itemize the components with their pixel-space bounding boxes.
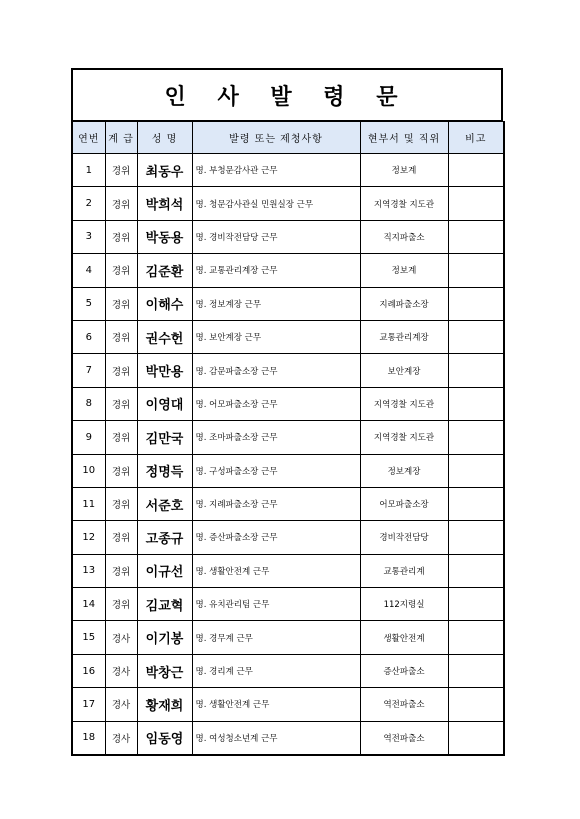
cell-no: 16 [72, 654, 105, 687]
cell-note [448, 354, 504, 387]
cell-grade: 경위 [105, 387, 137, 420]
cell-name: 박희석 [137, 187, 192, 220]
cell-name: 황재희 [137, 688, 192, 721]
cell-grade: 경위 [105, 554, 137, 587]
cell-no: 8 [72, 387, 105, 420]
cell-name: 박동용 [137, 220, 192, 253]
cell-name: 정명득 [137, 454, 192, 487]
table-row [72, 521, 504, 554]
cell-name: 서준호 [137, 487, 192, 520]
cell-order: 명. 생활안전계 근무 [192, 554, 360, 587]
cell-order: 명. 구성파출소장 근무 [192, 454, 360, 487]
cell-dept: 경비작전담당 [360, 521, 448, 554]
cell-no: 3 [72, 220, 105, 253]
cell-order: 명. 경무계 근무 [192, 621, 360, 654]
cell-no: 4 [72, 254, 105, 287]
cell-name: 고종규 [137, 521, 192, 554]
cell-no: 7 [72, 354, 105, 387]
table-row [72, 220, 504, 253]
cell-note [448, 287, 504, 320]
cell-order: 명. 어모파출소장 근무 [192, 387, 360, 420]
cell-dept: 보안계장 [360, 354, 448, 387]
table-row [72, 254, 504, 287]
cell-dept: 지역경찰 지도관 [360, 187, 448, 220]
cell-dept: 직지파출소 [360, 220, 448, 253]
cell-grade: 경사 [105, 654, 137, 687]
cell-dept: 정보계장 [360, 454, 448, 487]
cell-note [448, 621, 504, 654]
cell-grade: 경위 [105, 421, 137, 454]
cell-order: 명. 지례파출소장 근무 [192, 487, 360, 520]
header-name: 성 명 [137, 122, 192, 154]
header-no: 연번 [72, 122, 105, 154]
cell-note [448, 554, 504, 587]
cell-note [448, 254, 504, 287]
cell-name: 이기봉 [137, 621, 192, 654]
cell-grade: 경사 [105, 621, 137, 654]
cell-grade: 경위 [105, 354, 137, 387]
cell-note [448, 154, 504, 187]
cell-note [448, 487, 504, 520]
cell-order: 명. 증산파출소장 근무 [192, 521, 360, 554]
table-row [72, 454, 504, 487]
cell-grade: 경사 [105, 721, 137, 755]
cell-grade: 경위 [105, 220, 137, 253]
cell-name: 이규선 [137, 554, 192, 587]
cell-grade: 경위 [105, 588, 137, 621]
cell-note [448, 387, 504, 420]
cell-dept: 지례파출소장 [360, 287, 448, 320]
cell-name: 박만용 [137, 354, 192, 387]
cell-dept: 지역경찰 지도관 [360, 421, 448, 454]
cell-grade: 경위 [105, 454, 137, 487]
cell-order: 명. 청문감사관실 민원실장 근무 [192, 187, 360, 220]
cell-note [448, 521, 504, 554]
cell-no: 18 [72, 721, 105, 755]
cell-dept: 역전파출소 [360, 721, 448, 755]
table-row [72, 487, 504, 520]
table-row [72, 621, 504, 654]
cell-order: 명. 정보계장 근무 [192, 287, 360, 320]
cell-name: 임동영 [137, 721, 192, 755]
cell-note [448, 454, 504, 487]
cell-order: 명. 여성청소년계 근무 [192, 721, 360, 755]
cell-note [448, 421, 504, 454]
cell-dept: 지역경찰 지도관 [360, 387, 448, 420]
table-row [72, 187, 504, 220]
cell-name: 최동우 [137, 154, 192, 187]
cell-grade: 경사 [105, 688, 137, 721]
cell-no: 9 [72, 421, 105, 454]
personnel-order-document [71, 68, 503, 756]
table-row [72, 320, 504, 353]
cell-dept: 교통관리계장 [360, 320, 448, 353]
table-header-row [72, 122, 504, 154]
cell-no: 5 [72, 287, 105, 320]
cell-name: 권수헌 [137, 320, 192, 353]
cell-order: 명. 유치관리팀 근무 [192, 588, 360, 621]
table-row [72, 721, 504, 755]
cell-order: 명. 감문파출소장 근무 [192, 354, 360, 387]
header-dept: 현부서 및 직위 [360, 122, 448, 154]
table-row [72, 554, 504, 587]
table-row [72, 588, 504, 621]
cell-order: 명. 생활안전계 근무 [192, 688, 360, 721]
cell-dept: 정보계 [360, 254, 448, 287]
cell-no: 6 [72, 320, 105, 353]
cell-grade: 경위 [105, 154, 137, 187]
cell-name: 이영대 [137, 387, 192, 420]
cell-name: 김준환 [137, 254, 192, 287]
cell-grade: 경위 [105, 254, 137, 287]
cell-note [448, 588, 504, 621]
cell-name: 박창근 [137, 654, 192, 687]
cell-name: 김교혁 [137, 588, 192, 621]
table-row [72, 354, 504, 387]
cell-note [448, 320, 504, 353]
cell-grade: 경위 [105, 487, 137, 520]
cell-grade: 경위 [105, 287, 137, 320]
cell-grade: 경위 [105, 521, 137, 554]
document-title: 인 사 발 령 문 [71, 68, 503, 121]
table-row [72, 154, 504, 187]
cell-no: 13 [72, 554, 105, 587]
cell-no: 12 [72, 521, 105, 554]
cell-no: 1 [72, 154, 105, 187]
cell-dept: 112지령실 [360, 588, 448, 621]
cell-no: 15 [72, 621, 105, 654]
cell-order: 명. 부청문감사관 근무 [192, 154, 360, 187]
cell-no: 10 [72, 454, 105, 487]
cell-dept: 교통관리계 [360, 554, 448, 587]
cell-no: 17 [72, 688, 105, 721]
table-row [72, 387, 504, 420]
cell-dept: 정보계 [360, 154, 448, 187]
cell-note [448, 220, 504, 253]
cell-grade: 경위 [105, 320, 137, 353]
cell-name: 김만국 [137, 421, 192, 454]
cell-grade: 경위 [105, 187, 137, 220]
table-body [72, 154, 504, 756]
cell-dept: 증산파출소 [360, 654, 448, 687]
table-row [72, 421, 504, 454]
cell-order: 명. 경비작전담당 근무 [192, 220, 360, 253]
header-grade: 계 급 [105, 122, 137, 154]
cell-dept: 생활안전계 [360, 621, 448, 654]
cell-dept: 어모파출소장 [360, 487, 448, 520]
personnel-table [71, 121, 505, 756]
cell-note [448, 654, 504, 687]
cell-order: 명. 조마파출소장 근무 [192, 421, 360, 454]
cell-order: 명. 경리계 근무 [192, 654, 360, 687]
cell-name: 이해수 [137, 287, 192, 320]
table-row [72, 654, 504, 687]
header-order: 발령 또는 제청사항 [192, 122, 360, 154]
cell-note [448, 721, 504, 755]
cell-order: 명. 교통관리계장 근무 [192, 254, 360, 287]
cell-order: 명. 보안계장 근무 [192, 320, 360, 353]
table-row [72, 688, 504, 721]
cell-no: 14 [72, 588, 105, 621]
cell-note [448, 187, 504, 220]
cell-no: 11 [72, 487, 105, 520]
cell-dept: 역전파출소 [360, 688, 448, 721]
cell-note [448, 688, 504, 721]
header-note: 비고 [448, 122, 504, 154]
table-row [72, 287, 504, 320]
cell-no: 2 [72, 187, 105, 220]
